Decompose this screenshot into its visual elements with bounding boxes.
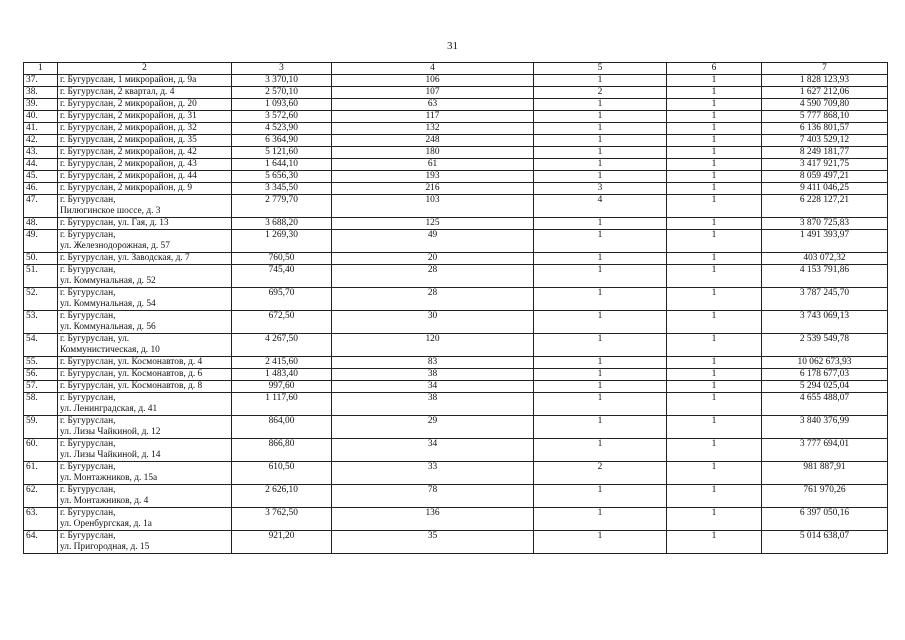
area-cell: 864,00: [232, 416, 332, 439]
address-line: г. Бугуруслан, 1 микрорайон, д. 9а: [60, 75, 197, 85]
header-cell: 5: [534, 63, 667, 75]
row-number-cell: 53.: [24, 311, 58, 334]
area-cell: 1 093,60: [232, 99, 332, 111]
column-5-cell: 1: [534, 218, 667, 230]
address-line: г. Бугуруслан, ул. Гая, д. 13: [60, 218, 169, 228]
row-number-cell: 41.: [24, 123, 58, 135]
table-row: [24, 357, 888, 369]
column-5-cell: 1: [534, 123, 667, 135]
header-cell: 6: [667, 63, 762, 75]
area-cell: 3 688,20: [232, 218, 332, 230]
column-5-cell: 1: [534, 416, 667, 439]
area-cell: 5 656,30: [232, 171, 332, 183]
address-cell: [58, 462, 232, 485]
address-line: г. Бугуруслан, 2 микрорайон, д. 43: [60, 159, 197, 169]
count-cell: 132: [332, 123, 534, 135]
address-cell: [58, 75, 232, 87]
table-row: [24, 99, 888, 111]
address-line: г. Бугуруслан, ул. Космонавтов, д. 6: [60, 369, 203, 379]
column-5-cell: 2: [534, 87, 667, 99]
table-row: [24, 147, 888, 159]
address-line: г. Бугуруслан, 2 микрорайон, д. 31: [60, 111, 197, 121]
column-6-cell: 1: [667, 218, 762, 230]
header-row: [24, 63, 888, 75]
count-cell: 30: [332, 311, 534, 334]
column-6-cell: 1: [667, 416, 762, 439]
address-line: ул. Лизы Чайкиной, д. 12: [60, 426, 161, 437]
address-cell: [58, 334, 232, 357]
row-number-cell: 49.: [24, 230, 58, 253]
table-row: [24, 253, 888, 265]
count-cell: 34: [332, 439, 534, 462]
column-5-cell: 3: [534, 183, 667, 195]
address-line: г. Бугуруслан,: [60, 485, 116, 495]
area-cell: 1 269,30: [232, 230, 332, 253]
table-row: [24, 135, 888, 147]
count-cell: 106: [332, 75, 534, 87]
address-cell: [58, 147, 232, 159]
count-cell: 78: [332, 485, 534, 508]
area-cell: 6 364,90: [232, 135, 332, 147]
amount-cell: 1 828 123,93: [762, 75, 888, 87]
table-row: [24, 288, 888, 311]
register-table: [23, 62, 888, 554]
address-line: ул. Лизы Чайкиной, д. 14: [60, 449, 161, 460]
address-cell: [58, 159, 232, 171]
row-number-cell: 46.: [24, 183, 58, 195]
column-6-cell: 1: [667, 87, 762, 99]
column-6-cell: 1: [667, 111, 762, 123]
table-row: [24, 87, 888, 99]
address-line: г. Бугуруслан, ул. Заводская, д. 7: [60, 253, 190, 263]
address-line: г. Бугуруслан, ул. Космонавтов, д. 4: [60, 357, 203, 367]
address-line: г. Бугуруслан,: [60, 265, 116, 275]
column-5-cell: 1: [534, 531, 667, 554]
amount-cell: 5 294 025,04: [762, 381, 888, 393]
column-5-cell: 1: [534, 253, 667, 265]
table-body: [24, 63, 888, 554]
address-line: г. Бугуруслан, 2 микрорайон, д. 35: [60, 135, 197, 145]
column-6-cell: 1: [667, 531, 762, 554]
amount-cell: 6 397 050,16: [762, 508, 888, 531]
column-5-cell: 2: [534, 462, 667, 485]
address-cell: [58, 381, 232, 393]
column-6-cell: 1: [667, 183, 762, 195]
row-number-cell: 37.: [24, 75, 58, 87]
header-cell: 3: [232, 63, 332, 75]
area-cell: 3 345,50: [232, 183, 332, 195]
address-line: г. Бугуруслан, 2 микрорайон, д. 42: [60, 147, 197, 157]
count-cell: 216: [332, 183, 534, 195]
row-number-cell: 63.: [24, 508, 58, 531]
amount-cell: 4 590 709,80: [762, 99, 888, 111]
address-line: г. Бугуруслан, 2 микрорайон, д. 32: [60, 123, 197, 133]
address-cell: [58, 311, 232, 334]
address-cell: [58, 195, 232, 218]
address-line: г. Бугуруслан, 2 микрорайон, д. 44: [60, 171, 197, 181]
column-6-cell: 1: [667, 357, 762, 369]
amount-cell: 7 403 529,12: [762, 135, 888, 147]
address-line: ул. Монтажников, д. 15а: [60, 472, 158, 483]
table-row: [24, 159, 888, 171]
count-cell: 248: [332, 135, 534, 147]
row-number-cell: 60.: [24, 439, 58, 462]
amount-cell: 6 228 127,21: [762, 195, 888, 218]
table-row: [24, 462, 888, 485]
address-line: Пилюгинское шоссе, д. 3: [60, 205, 161, 216]
address-line: г. Бугуруслан,: [60, 508, 116, 518]
address-cell: [58, 485, 232, 508]
address-line: ул. Ленинградская, д. 41: [60, 403, 158, 414]
amount-cell: 9 411 046,25: [762, 183, 888, 195]
address-line: г. Бугуруслан,: [60, 416, 116, 426]
address-cell: [58, 265, 232, 288]
area-cell: 3 370,10: [232, 75, 332, 87]
address-cell: [58, 416, 232, 439]
column-5-cell: 1: [534, 485, 667, 508]
address-cell: [58, 357, 232, 369]
address-line: г. Бугуруслан,: [60, 311, 116, 321]
address-line: г. Бугуруслан,: [60, 230, 116, 240]
amount-cell: 3 417 921,75: [762, 159, 888, 171]
area-cell: 2 570,10: [232, 87, 332, 99]
row-number-cell: 50.: [24, 253, 58, 265]
table-row: [24, 393, 888, 416]
table-row: [24, 123, 888, 135]
area-cell: 760,50: [232, 253, 332, 265]
header-cell: 1: [24, 63, 58, 75]
amount-cell: 3 787 245,70: [762, 288, 888, 311]
amount-cell: 6 178 677,03: [762, 369, 888, 381]
address-cell: [58, 439, 232, 462]
address-line: ул. Железнодорожная, д. 57: [60, 240, 170, 251]
column-6-cell: 1: [667, 123, 762, 135]
column-6-cell: 1: [667, 462, 762, 485]
address-line: г. Бугуруслан, 2 квартал, д. 4: [60, 87, 175, 97]
row-number-cell: 59.: [24, 416, 58, 439]
row-number-cell: 52.: [24, 288, 58, 311]
address-cell: [58, 87, 232, 99]
count-cell: 117: [332, 111, 534, 123]
column-5-cell: 1: [534, 288, 667, 311]
amount-cell: 3 840 376,99: [762, 416, 888, 439]
area-cell: 5 121,60: [232, 147, 332, 159]
amount-cell: 3 743 069,13: [762, 311, 888, 334]
area-cell: 2 415,60: [232, 357, 332, 369]
column-5-cell: 1: [534, 381, 667, 393]
table-row: [24, 439, 888, 462]
address-line: ул. Пригородная, д. 15: [60, 541, 150, 552]
amount-cell: 5 014 638,07: [762, 531, 888, 554]
column-5-cell: 1: [534, 393, 667, 416]
amount-cell: 4 655 488,07: [762, 393, 888, 416]
column-6-cell: 1: [667, 393, 762, 416]
column-5-cell: 1: [534, 111, 667, 123]
count-cell: 83: [332, 357, 534, 369]
area-cell: 745,40: [232, 265, 332, 288]
column-5-cell: 1: [534, 369, 667, 381]
area-cell: 3 762,50: [232, 508, 332, 531]
area-cell: 1 644,10: [232, 159, 332, 171]
column-5-cell: 1: [534, 439, 667, 462]
column-5-cell: 1: [534, 230, 667, 253]
column-5-cell: 1: [534, 311, 667, 334]
address-line: ул. Коммунальная, д. 56: [60, 321, 156, 332]
address-cell: [58, 508, 232, 531]
address-cell: [58, 135, 232, 147]
count-cell: 28: [332, 288, 534, 311]
row-number-cell: 44.: [24, 159, 58, 171]
count-cell: 29: [332, 416, 534, 439]
amount-cell: 4 153 791,86: [762, 265, 888, 288]
count-cell: 20: [332, 253, 534, 265]
row-number-cell: 47.: [24, 195, 58, 218]
table-row: [24, 230, 888, 253]
address-cell: [58, 288, 232, 311]
amount-cell: 2 539 549,78: [762, 334, 888, 357]
table-row: [24, 218, 888, 230]
row-number-cell: 45.: [24, 171, 58, 183]
address-cell: [58, 230, 232, 253]
area-cell: 695,70: [232, 288, 332, 311]
amount-cell: 8 059 497,21: [762, 171, 888, 183]
table-row: [24, 265, 888, 288]
address-line: ул. Коммунальная, д. 52: [60, 275, 156, 286]
count-cell: 49: [332, 230, 534, 253]
table-row: [24, 171, 888, 183]
address-line: г. Бугуруслан, 2 микрорайон, д. 9: [60, 183, 193, 193]
area-cell: 4 267,50: [232, 334, 332, 357]
column-6-cell: 1: [667, 334, 762, 357]
table-row: [24, 531, 888, 554]
column-6-cell: 1: [667, 485, 762, 508]
address-line: г. Бугуруслан,: [60, 393, 116, 403]
count-cell: 136: [332, 508, 534, 531]
count-cell: 193: [332, 171, 534, 183]
row-number-cell: 42.: [24, 135, 58, 147]
column-6-cell: 1: [667, 159, 762, 171]
area-cell: 997,60: [232, 381, 332, 393]
amount-cell: 1 491 393,97: [762, 230, 888, 253]
count-cell: 180: [332, 147, 534, 159]
column-6-cell: 1: [667, 369, 762, 381]
amount-cell: 6 136 801,57: [762, 123, 888, 135]
address-line: ул. Оренбургская, д. 1а: [60, 518, 152, 529]
area-cell: 610,50: [232, 462, 332, 485]
row-number-cell: 39.: [24, 99, 58, 111]
address-cell: [58, 218, 232, 230]
address-cell: [58, 183, 232, 195]
address-line: г. Бугуруслан, ул.: [60, 334, 130, 344]
column-5-cell: 1: [534, 147, 667, 159]
column-5-cell: 1: [534, 99, 667, 111]
column-6-cell: 1: [667, 135, 762, 147]
table-row: [24, 311, 888, 334]
column-6-cell: 1: [667, 439, 762, 462]
amount-cell: 5 777 868,10: [762, 111, 888, 123]
column-5-cell: 1: [534, 265, 667, 288]
column-6-cell: 1: [667, 171, 762, 183]
column-5-cell: 1: [534, 159, 667, 171]
amount-cell: 981 887,91: [762, 462, 888, 485]
table-row: [24, 485, 888, 508]
address-line: г. Бугуруслан,: [60, 288, 116, 298]
row-number-cell: 62.: [24, 485, 58, 508]
table-row: [24, 183, 888, 195]
area-cell: 2 779,70: [232, 195, 332, 218]
column-6-cell: 1: [667, 195, 762, 218]
address-cell: [58, 99, 232, 111]
column-5-cell: 1: [534, 508, 667, 531]
amount-cell: 761 970,26: [762, 485, 888, 508]
row-number-cell: 58.: [24, 393, 58, 416]
count-cell: 38: [332, 369, 534, 381]
column-5-cell: 4: [534, 195, 667, 218]
address-cell: [58, 369, 232, 381]
column-6-cell: 1: [667, 508, 762, 531]
area-cell: 921,20: [232, 531, 332, 554]
amount-cell: 1 627 212,06: [762, 87, 888, 99]
row-number-cell: 38.: [24, 87, 58, 99]
area-cell: 1 483,40: [232, 369, 332, 381]
header-cell: 2: [58, 63, 232, 75]
address-line: г. Бугуруслан, ул. Космонавтов, д. 8: [60, 381, 203, 391]
row-number-cell: 54.: [24, 334, 58, 357]
column-6-cell: 1: [667, 147, 762, 159]
address-line: г. Бугуруслан, 2 микрорайон, д. 20: [60, 99, 197, 109]
amount-cell: 10 062 673,93: [762, 357, 888, 369]
row-number-cell: 64.: [24, 531, 58, 554]
row-number-cell: 40.: [24, 111, 58, 123]
column-6-cell: 1: [667, 253, 762, 265]
address-cell: [58, 111, 232, 123]
column-5-cell: 1: [534, 357, 667, 369]
table-row: [24, 381, 888, 393]
area-cell: 2 626,10: [232, 485, 332, 508]
column-6-cell: 1: [667, 230, 762, 253]
area-cell: 3 572,60: [232, 111, 332, 123]
page-number: 31: [447, 40, 458, 52]
count-cell: 35: [332, 531, 534, 554]
address-line: г. Бугуруслан,: [60, 439, 116, 449]
column-6-cell: 1: [667, 75, 762, 87]
table-row: [24, 369, 888, 381]
row-number-cell: 51.: [24, 265, 58, 288]
column-5-cell: 1: [534, 171, 667, 183]
column-6-cell: 1: [667, 265, 762, 288]
count-cell: 120: [332, 334, 534, 357]
address-line: г. Бугуруслан,: [60, 531, 116, 541]
address-cell: [58, 171, 232, 183]
count-cell: 125: [332, 218, 534, 230]
table-row: [24, 75, 888, 87]
column-6-cell: 1: [667, 99, 762, 111]
column-5-cell: 1: [534, 135, 667, 147]
header-cell: 4: [332, 63, 534, 75]
area-cell: 4 523,90: [232, 123, 332, 135]
count-cell: 38: [332, 393, 534, 416]
table-row: [24, 111, 888, 123]
row-number-cell: 55.: [24, 357, 58, 369]
table-row: [24, 508, 888, 531]
count-cell: 103: [332, 195, 534, 218]
address-cell: [58, 531, 232, 554]
header-cell: 7: [762, 63, 888, 75]
column-6-cell: 1: [667, 288, 762, 311]
address-line: ул. Монтажников, д. 4: [60, 495, 149, 506]
area-cell: 672,50: [232, 311, 332, 334]
count-cell: 61: [332, 159, 534, 171]
column-6-cell: 1: [667, 381, 762, 393]
row-number-cell: 48.: [24, 218, 58, 230]
amount-cell: 403 072,32: [762, 253, 888, 265]
address-line: Коммунистическая, д. 10: [60, 344, 160, 355]
address-line: г. Бугуруслан,: [60, 462, 116, 472]
area-cell: 1 117,60: [232, 393, 332, 416]
column-5-cell: 1: [534, 334, 667, 357]
row-number-cell: 61.: [24, 462, 58, 485]
row-number-cell: 57.: [24, 381, 58, 393]
amount-cell: 3 870 725,83: [762, 218, 888, 230]
count-cell: 28: [332, 265, 534, 288]
table-row: [24, 334, 888, 357]
address-cell: [58, 253, 232, 265]
table-row: [24, 416, 888, 439]
count-cell: 33: [332, 462, 534, 485]
row-number-cell: 43.: [24, 147, 58, 159]
address-cell: [58, 393, 232, 416]
address-cell: [58, 123, 232, 135]
amount-cell: 8 249 181,77: [762, 147, 888, 159]
amount-cell: 3 777 694,01: [762, 439, 888, 462]
column-6-cell: 1: [667, 311, 762, 334]
address-line: г. Бугуруслан,: [60, 195, 116, 205]
column-5-cell: 1: [534, 75, 667, 87]
count-cell: 107: [332, 87, 534, 99]
table-row: [24, 195, 888, 218]
count-cell: 63: [332, 99, 534, 111]
row-number-cell: 56.: [24, 369, 58, 381]
count-cell: 34: [332, 381, 534, 393]
address-line: ул. Коммунальная, д. 54: [60, 298, 156, 309]
area-cell: 866,80: [232, 439, 332, 462]
